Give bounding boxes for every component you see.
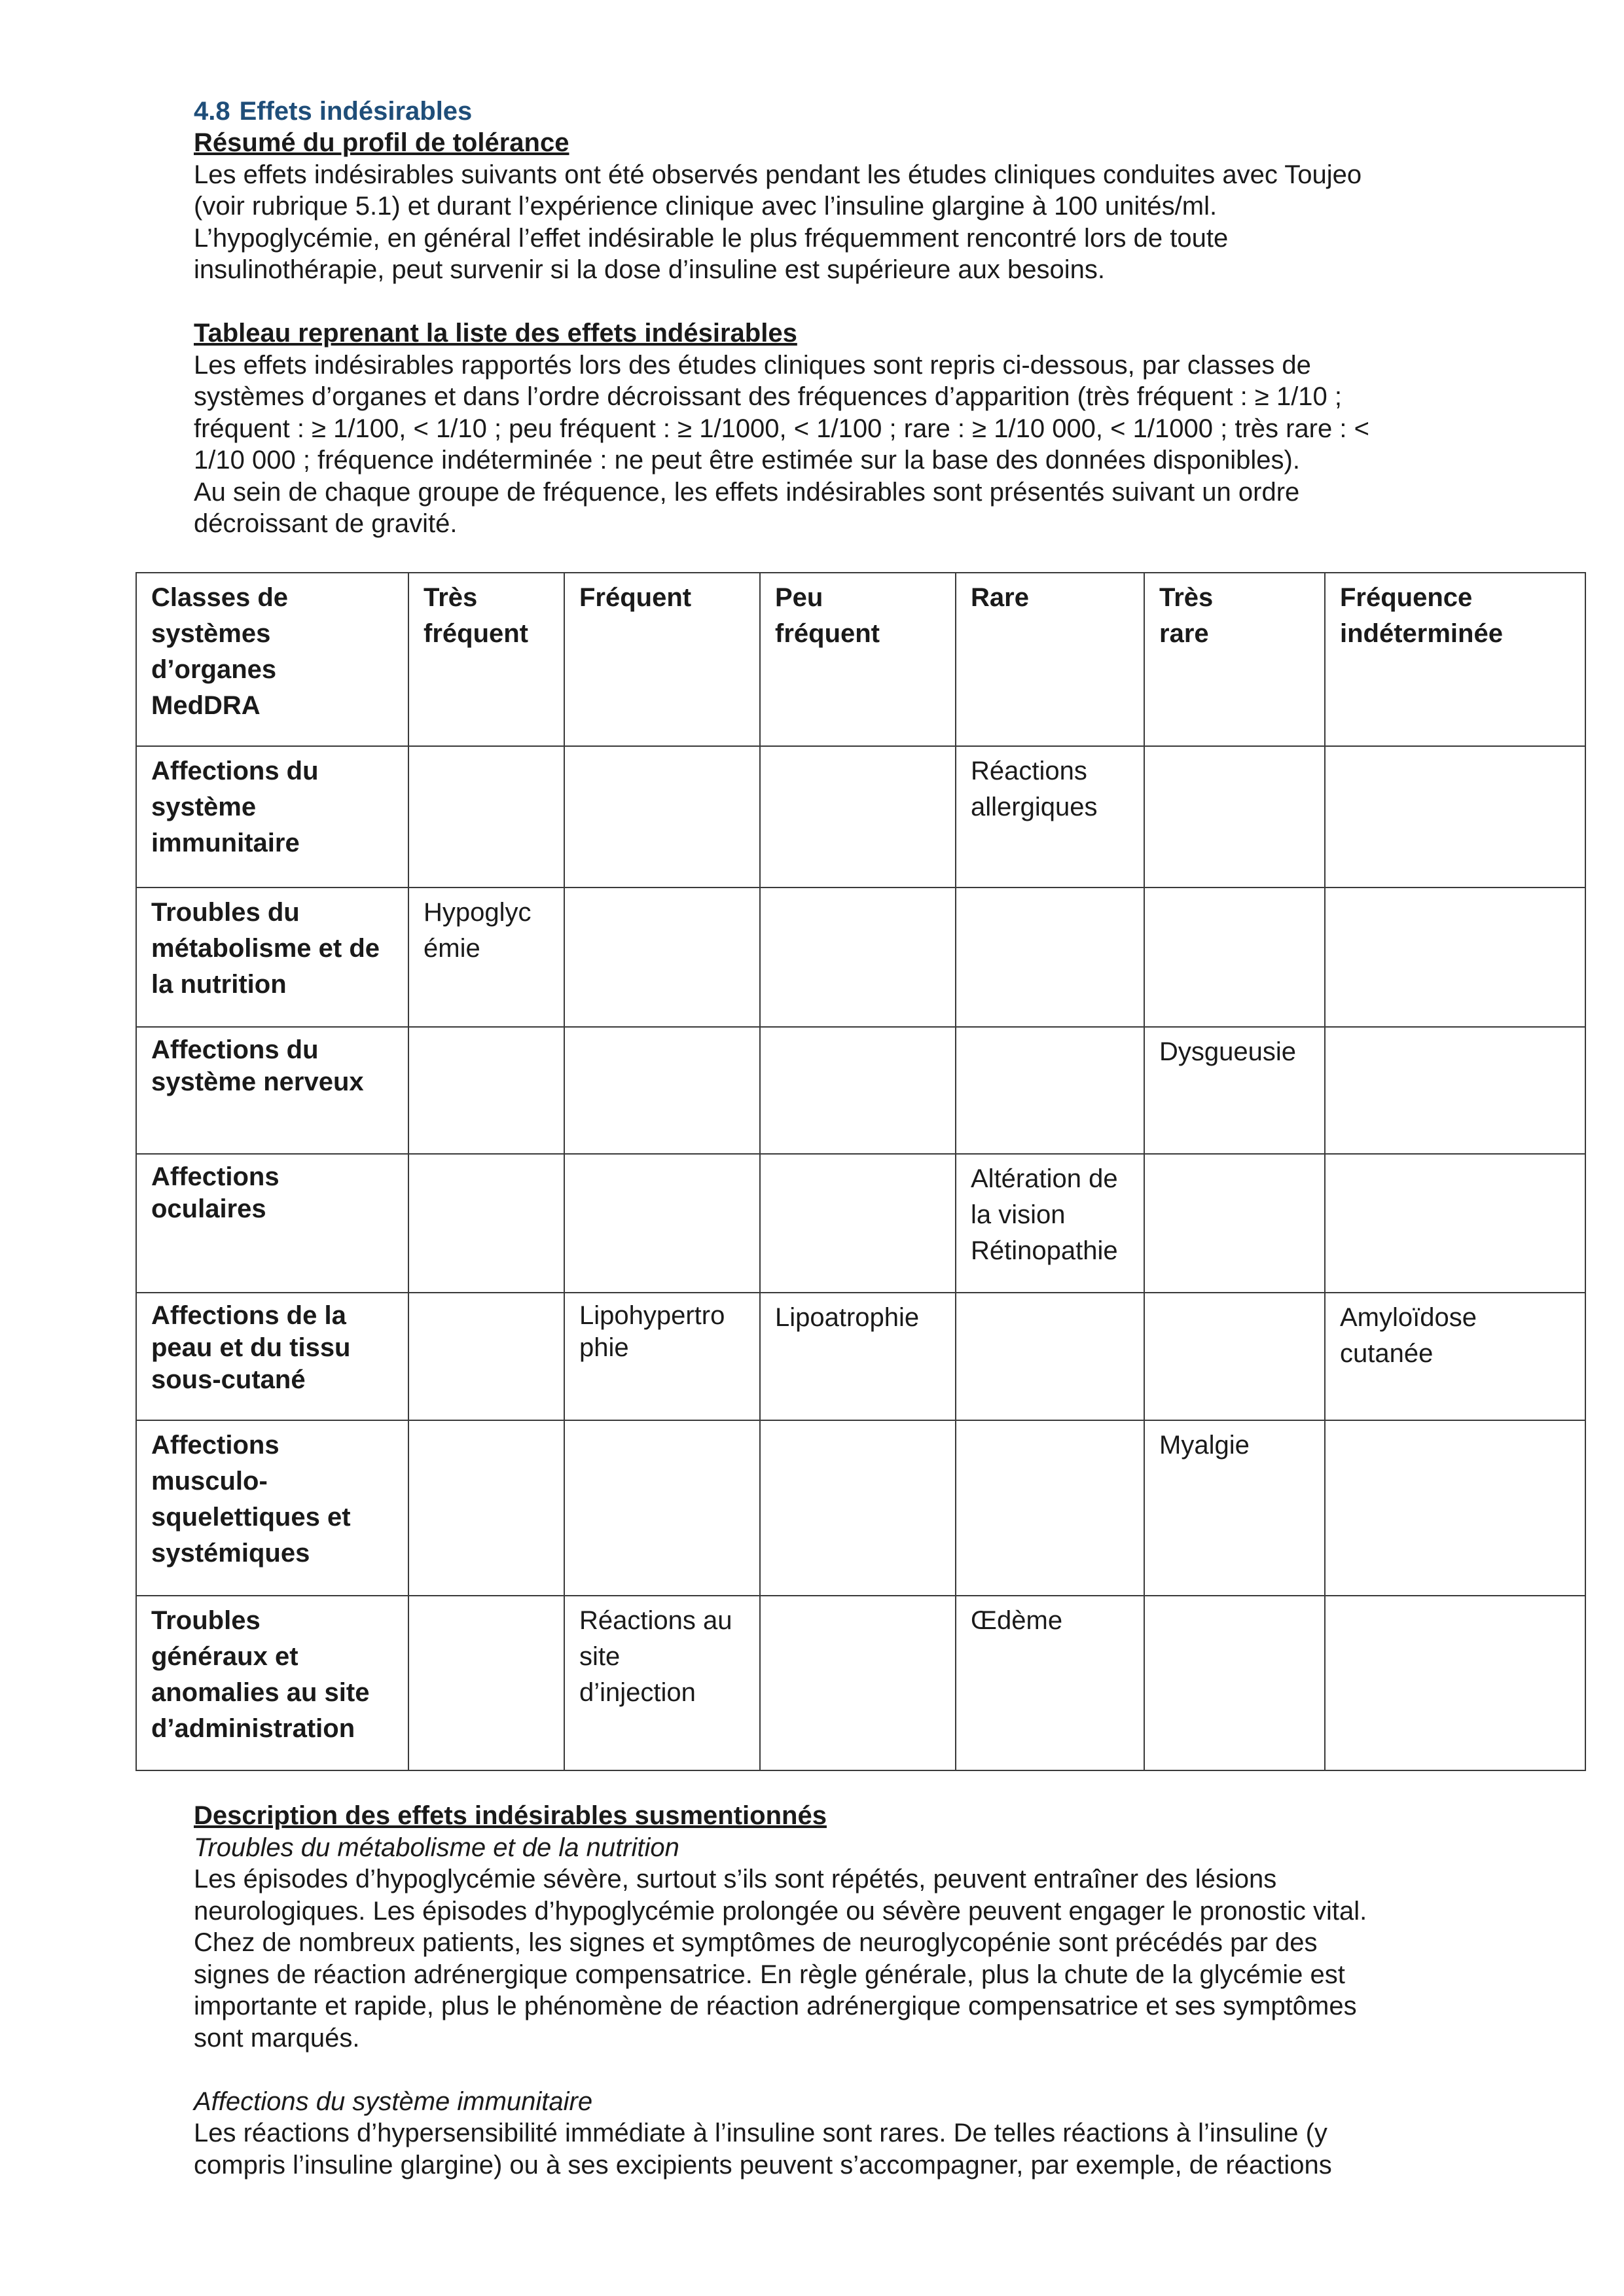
table-row xyxy=(136,1420,1585,1596)
table-row xyxy=(136,1027,1585,1154)
cell-very-rare xyxy=(1144,746,1325,888)
cell-not-known xyxy=(1325,1027,1585,1154)
cell-uncommon xyxy=(760,888,956,1027)
header-soc: Classes de systèmes d’organes MedDRA xyxy=(136,573,408,746)
description-line: sont marqués. xyxy=(194,2023,360,2053)
table-row xyxy=(136,1154,1585,1293)
table-header-row xyxy=(136,573,1585,746)
description-line: Les épisodes d’hypoglycémie sévère, surtout s’ils sont répétés, peuvent entraîner des lésions xyxy=(194,1865,1277,1893)
summary-line: Les effets indésirables suivants ont été observés pendant les études cliniques conduites avec Toujeo xyxy=(194,160,1362,189)
table-row xyxy=(136,888,1585,1027)
cell-rare: Altération de la vision Rétinopathie xyxy=(956,1154,1144,1293)
cell-very-rare xyxy=(1144,1596,1325,1770)
tabulated-line: Au sein de chaque groupe de fréquence, les effets indésirables sont présentés suivant un ordre xyxy=(194,477,1300,507)
spacer xyxy=(194,286,1451,318)
top-section xyxy=(194,96,1451,540)
cell-very-common xyxy=(408,1154,564,1293)
header-uncommon: Peu fréquent xyxy=(760,573,956,746)
description-line: Chez de nombreux patients, les signes et symptômes de neuroglycopénie sont précédés par des xyxy=(194,1928,1318,1957)
cell-common xyxy=(564,1027,760,1154)
soc-cell: Affections musculo- squelettiques et systémiques xyxy=(136,1420,408,1596)
tabulated-line: systèmes d’organes et dans l’ordre décroissant des fréquences d’apparition (très fréquent : ≥ 1/10 ; xyxy=(194,382,1343,411)
description-line: neurologiques. Les épisodes d’hypoglycémie prolongée ou sévère peuvent engager le pronostic vital. xyxy=(194,1896,1367,1926)
description-heading: Description des effets indésirables susmentionnés xyxy=(194,1801,827,1830)
cell-rare xyxy=(956,1293,1144,1420)
soc-cell: Affections oculaires xyxy=(136,1154,408,1293)
table-row xyxy=(136,746,1585,888)
cell-common xyxy=(564,1420,760,1596)
cell-rare: Œdème xyxy=(956,1596,1144,1770)
cell-not-known xyxy=(1325,746,1585,888)
cell-very-rare xyxy=(1144,1293,1325,1420)
soc-cell: Troubles généraux et anomalies au site d’administration xyxy=(136,1596,408,1770)
cell-not-known xyxy=(1325,1596,1585,1770)
cell-very-rare xyxy=(1144,1154,1325,1293)
cell-rare xyxy=(956,1420,1144,1596)
cell-not-known xyxy=(1325,1154,1585,1293)
cell-not-known xyxy=(1325,1420,1585,1596)
description-section xyxy=(194,1800,1451,2181)
cell-very-common: Hypoglyc émie xyxy=(408,888,564,1027)
adverse-reactions-table xyxy=(135,572,1586,1771)
cell-very-rare: Dysgueusie xyxy=(1144,1027,1325,1154)
cell-rare xyxy=(956,888,1144,1027)
cell-uncommon xyxy=(760,746,956,888)
header-rare: Rare xyxy=(956,573,1144,746)
cell-very-rare: Myalgie xyxy=(1144,1420,1325,1596)
cell-uncommon xyxy=(760,1596,956,1770)
soc-cell: Troubles du métabolisme et de la nutrition xyxy=(136,888,408,1027)
cell-uncommon xyxy=(760,1154,956,1293)
cell-not-known: Amyloïdose cutanée xyxy=(1325,1293,1585,1420)
description-subheading: Affections du système immunitaire xyxy=(194,2087,593,2116)
cell-common xyxy=(564,1154,760,1293)
tabulated-heading: Tableau reprenant la liste des effets indésirables xyxy=(194,319,797,348)
cell-not-known xyxy=(1325,888,1585,1027)
cell-common: Réactions au site d’injection xyxy=(564,1596,760,1770)
summary-line: L’hypoglycémie, en général l’effet indésirable le plus fréquemment rencontré lors de toute xyxy=(194,223,1229,253)
description-line: signes de réaction adrénergique compensatrice. En règle générale, plus la chute de la glycémie est xyxy=(194,1960,1345,1989)
cell-common xyxy=(564,888,760,1027)
tabulated-line: décroissant de gravité. xyxy=(194,509,458,538)
cell-very-common xyxy=(408,1027,564,1154)
cell-common xyxy=(564,746,760,888)
tabulated-line: 1/10 000 ; fréquence indéterminée : ne peut être estimée sur la base des données disponibles). xyxy=(194,446,1300,475)
soc-cell: Affections du système nerveux xyxy=(136,1027,408,1154)
cell-very-common xyxy=(408,1293,564,1420)
header-very-common: Très fréquent xyxy=(408,573,564,746)
soc-cell: Affections de la peau et du tissu sous-cutané xyxy=(136,1293,408,1420)
section-number: 4.8 xyxy=(194,97,230,126)
cell-uncommon xyxy=(760,1420,956,1596)
cell-very-common xyxy=(408,1596,564,1770)
description-line: importante et rapide, plus le phénomène de réaction adrénergique compensatrice et ses symptômes xyxy=(194,1992,1357,2020)
cell-rare: Réactions allergiques xyxy=(956,746,1144,888)
summary-line: (voir rubrique 5.1) et durant l’expérience clinique avec l’insuline glargine à 100 unités/ml. xyxy=(194,192,1218,221)
tabulated-line: fréquent : ≥ 1/100, < 1/10 ; peu fréquent : ≥ 1/1000, < 1/100 ; rare : ≥ 1/10 000, < 1/1000 ; très rare : < xyxy=(194,414,1369,443)
description-line: compris l’insuline glargine) ou à ses excipients peuvent s’accompagner, par exemple, de réactions xyxy=(194,2150,1332,2179)
cell-very-common xyxy=(408,1420,564,1596)
header-not-known: Fréquence indéterminée xyxy=(1325,573,1585,746)
summary-line: insulinothérapie, peut survenir si la dose d’insuline est supérieure aux besoins. xyxy=(194,255,1105,284)
header-common: Fréquent xyxy=(564,573,760,746)
description-line: Les réactions d’hypersensibilité immédiate à l’insuline sont rares. De telles réactions à l’insuline (y xyxy=(194,2119,1327,2147)
cell-common: Lipohypertro phie xyxy=(564,1293,760,1420)
section-title: Effets indésirables xyxy=(239,97,473,126)
spacer xyxy=(194,2054,1451,2086)
table-row xyxy=(136,1596,1585,1770)
cell-uncommon: Lipoatrophie xyxy=(760,1293,956,1420)
tabulated-line: Les effets indésirables rapportés lors des études cliniques sont repris ci-dessous, par classes de xyxy=(194,350,1311,380)
soc-cell: Affections du système immunitaire xyxy=(136,746,408,888)
summary-heading: Résumé du profil de tolérance xyxy=(194,128,569,157)
description-subheading: Troubles du métabolisme et de la nutrition xyxy=(194,1833,679,1862)
cell-rare xyxy=(956,1027,1144,1154)
cell-very-common xyxy=(408,746,564,888)
cell-uncommon xyxy=(760,1027,956,1154)
table-row xyxy=(136,1293,1585,1420)
header-very-rare: Très rare xyxy=(1144,573,1325,746)
section-heading xyxy=(194,96,1451,127)
cell-very-rare xyxy=(1144,888,1325,1027)
